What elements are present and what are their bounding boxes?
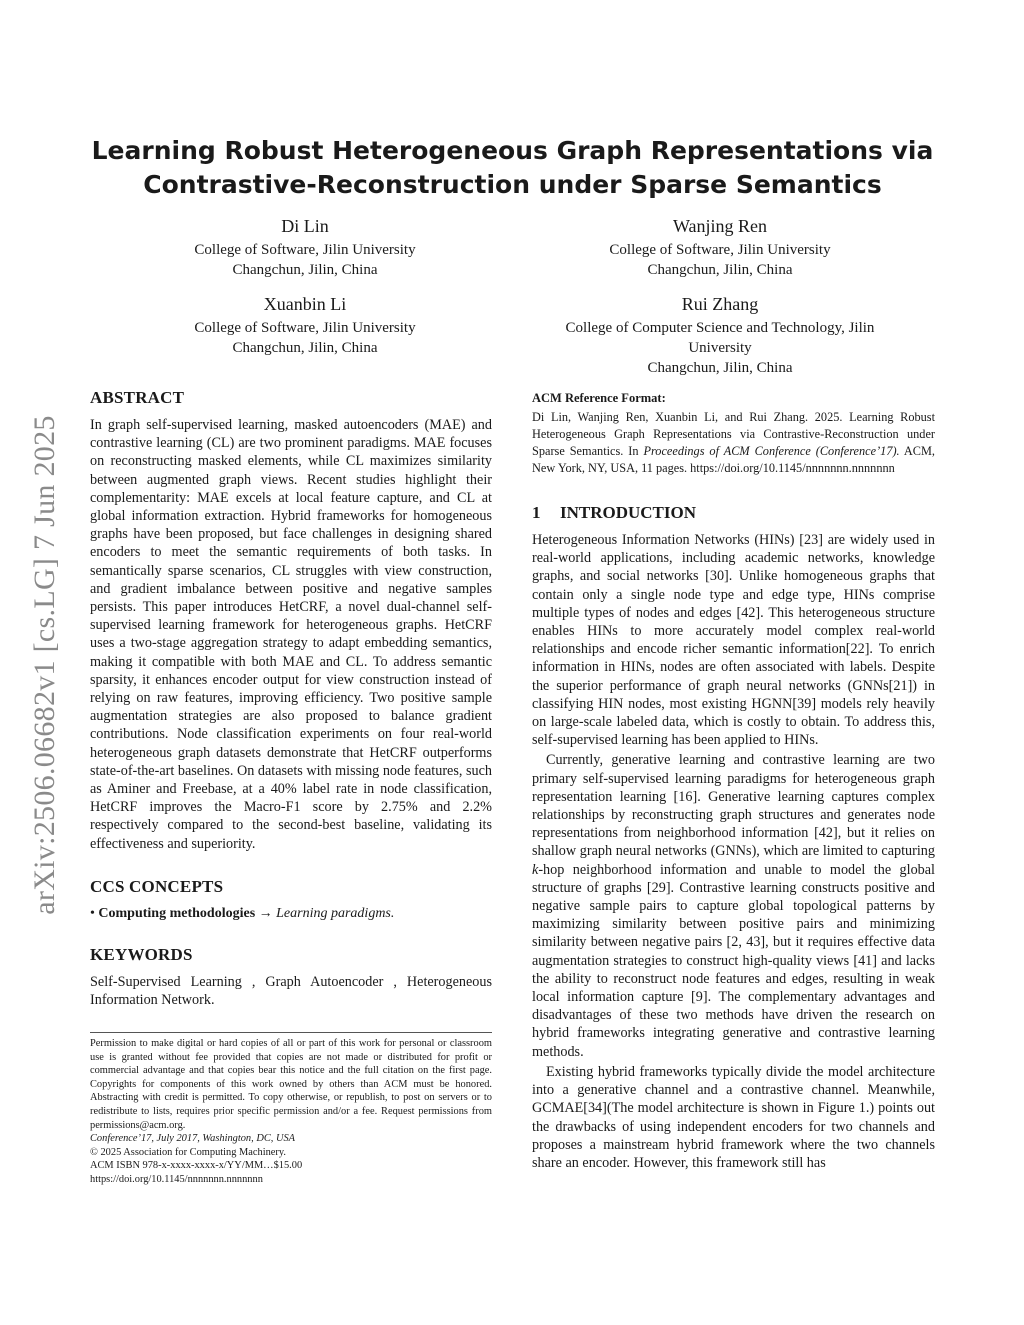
author-name: Di Lin <box>281 216 329 236</box>
ccs-bullet: • <box>90 905 95 921</box>
section-title: INTRODUCTION <box>560 503 697 522</box>
conference-name: Conference’17, July 2017, Washington, DC, USA <box>90 1133 295 1145</box>
author-name: Xuanbin Li <box>263 294 347 314</box>
author-affiliation: College of Computer Science and Technology, Jilin University <box>565 320 875 356</box>
intro-paragraph-2 <box>532 751 935 1060</box>
author-affiliation: College of Software, Jilin University <box>194 242 416 258</box>
doi-line: https://doi.org/10.1145/nnnnnnn.nnnnnnn <box>90 1173 263 1185</box>
ccs-arrow: → <box>258 905 273 921</box>
author-name: Wanjing Ren <box>672 216 768 236</box>
author-block <box>540 293 900 378</box>
author-affiliation: College of Software, Jilin University <box>194 320 416 336</box>
abstract-text: In graph self-supervised learning, masked autoencoders (MAE) and contrastive learning (CL) are two prominent paradigms. MAE focuses on reconstructing masked elements, while CL maximizes similarity between augmented graph views. Recent studies highlight their complementarity: MAE excels at local feature capture, and CL at global information extraction. Hybrid frameworks for homogeneous graphs have been proposed, but face challenges in designing shared encoders to meet the semantic requirements of both tasks. In semantically sparse scenarios, CL struggles with view construction, and gradient imbalance between positive and negative samples persists. This paper introduces HetCRF, a novel dual-channel self-supervised learning framework for heterogeneous graphs. HetCRF uses a two-stage aggregation strategy to adapt embedding semantics, making it compatible with both MAE and CL. To address semantic sparsity, it enhances encoder output for view construction instead of relying on raw features, improving efficiency. Two positive sample augmentation strategies are also proposed to balance gradient contributions. Node classification experiments on four real-world heterogeneous graph datasets demonstrate that HetCRF outperforms state-of-the-art baselines. On datasets with missing node features, such as Aminer and Freebase, at a 40% label rate in node classification, HetCRF improves the Macro-F1 score by 2.75% and 2.2% respectively compared to the second-best baseline, validating its effectiveness and superiority. <box>90 417 492 852</box>
permission-notice: Permission to make digital or hard copies of all or part of this work for personal or classroom use is granted without fee provided that copies are not made or distributed for profit or commercial advantage and that copies bear this notice and the full citation on the first page. Copyrights for components of this work owned by others than ACM must be honored. Abstracting with credit is permitted. To copy otherwise, or republish, to post on servers or to redistribute to lists, requires prior specific permission and/or a fee. Request permissions from permissions@acm.org. <box>90 1038 492 1131</box>
keywords-text: Self-Supervised Learning , Graph Autoencoder , Heterogeneous Information Network. <box>90 973 492 1009</box>
acm-reference-venue: Proceedings of ACM Conference (Conference’17). <box>643 444 900 458</box>
intro-paragraph-1: Heterogeneous Information Networks (HINs) [23] are widely used in real-world applications, including academic networks, knowledge graphs, and social networks [30]. Unlike homogeneous graphs that contain only a single node type and edge type, HINs comprise multiple types of nodes and edges [42]. This heterogeneous structure enables HINs to more accurately model complex real-world relationships and encode richer semantic information[22]. To enrich information in HINs, nodes are often associated with labels. Despite the superior performance of graph neural networks (GNNs[21]) in classifying HIN nodes, most existing HGNN[39] models rely heavily on large-scale labeled data, which is costly to obtain. To address this, self-supervised learning has been applied to HINs. <box>532 532 935 749</box>
author-name: Rui Zhang <box>681 294 759 314</box>
right-column <box>532 391 935 1172</box>
copyright-line: © 2025 Association for Computing Machinery. <box>90 1146 286 1158</box>
arxiv-id: arXiv:2506.06682v1 [cs.LG] 7 Jun 2025 <box>28 415 61 915</box>
author-location: Changchun, Jilin, China <box>232 262 378 278</box>
intro-p2-k: k <box>532 861 539 878</box>
conference-info <box>90 1132 492 1146</box>
acm-reference-heading: ACM Reference Format: <box>532 391 666 405</box>
acm-reference-rest: ACM, New York, NY, USA, 11 pages. https://doi.org/10.1145/nnnnnnn.nnnnnnn <box>532 444 935 475</box>
author-location: Changchun, Jilin, China <box>647 360 793 376</box>
acm-reference-authors: Di Lin, Wanjing Ren, Xuanbin Li, and Rui Zhang. 2025. Learning Robust Heterogeneous Graph Representations via Contrastive-Reconstruction under Sparse Semantics. In <box>532 410 935 458</box>
author-block <box>540 215 900 280</box>
author-location: Changchun, Jilin, China <box>647 262 793 278</box>
abstract-heading: ABSTRACT <box>90 388 185 407</box>
isbn-line: ACM ISBN 978-x-xxxx-xxxx-x/YY/MM…$15.00 <box>90 1160 303 1172</box>
author-location: Changchun, Jilin, China <box>232 340 378 356</box>
ccs-concept-line <box>90 905 492 923</box>
copyright-footnote <box>90 1032 492 1187</box>
author-block <box>150 215 460 280</box>
ccs-subconcept: Learning paradigms. <box>276 905 395 921</box>
introduction-body <box>532 531 935 1172</box>
left-column <box>90 388 492 1009</box>
section-number: 1 <box>532 503 541 522</box>
intro-p2-part-a: Currently, generative learning and contrastive learning are two primary self-supervised learning paradigms for heterogeneous graph representation learning [16]. Generative learning captures complex relationships by reconstructing graph structures and generates node representations from neighborhood information [42], but it relies on shallow graph neural networks (GNNs), which are limited to capturing <box>532 752 935 860</box>
ccs-heading: CCS CONCEPTS <box>90 876 224 896</box>
ccs-concept: Computing methodologies <box>98 905 256 921</box>
intro-p2-part-b: -hop neighborhood information and unable to model the global structure of graphs [29]. Contrastive learning constructs positive and negative sample pairs to capture global topological patterns by maximizing similarity between positive pairs and minimizing similarity between negative pairs [2, 43], but it requires effective data augmentation strategies to construct high-quality views [41] and lacks the ability to reconstruct node features and edges, resulting in weak local information capture [9]. The complementary advantages and disadvantages of these two methods have driven the research on hybrid frameworks integrating generative and contrastive learning methods. <box>532 861 935 1060</box>
author-affiliation: College of Software, Jilin University <box>609 242 831 258</box>
introduction-heading <box>532 503 935 523</box>
acm-reference-text <box>532 409 935 477</box>
author-block <box>150 293 460 358</box>
keywords-heading: KEYWORDS <box>90 944 193 964</box>
paper-title: Learning Robust Heterogeneous Graph Representations via Contrastive-Reconstruction under Sparse Semantics <box>91 136 934 199</box>
intro-paragraph-3: Existing hybrid frameworks typically divide the model architecture into a generative channel and a contrastive channel. Meanwhile, GCMAE[34](The model architecture is shown in Figure 1.) points out the drawbacks of using independent encoders for two channels and proposes a mainstream hybrid framework where the two channels share an encoder. However, this framework still has <box>532 1063 935 1171</box>
arxiv-sidebar-stamp <box>22 380 68 950</box>
